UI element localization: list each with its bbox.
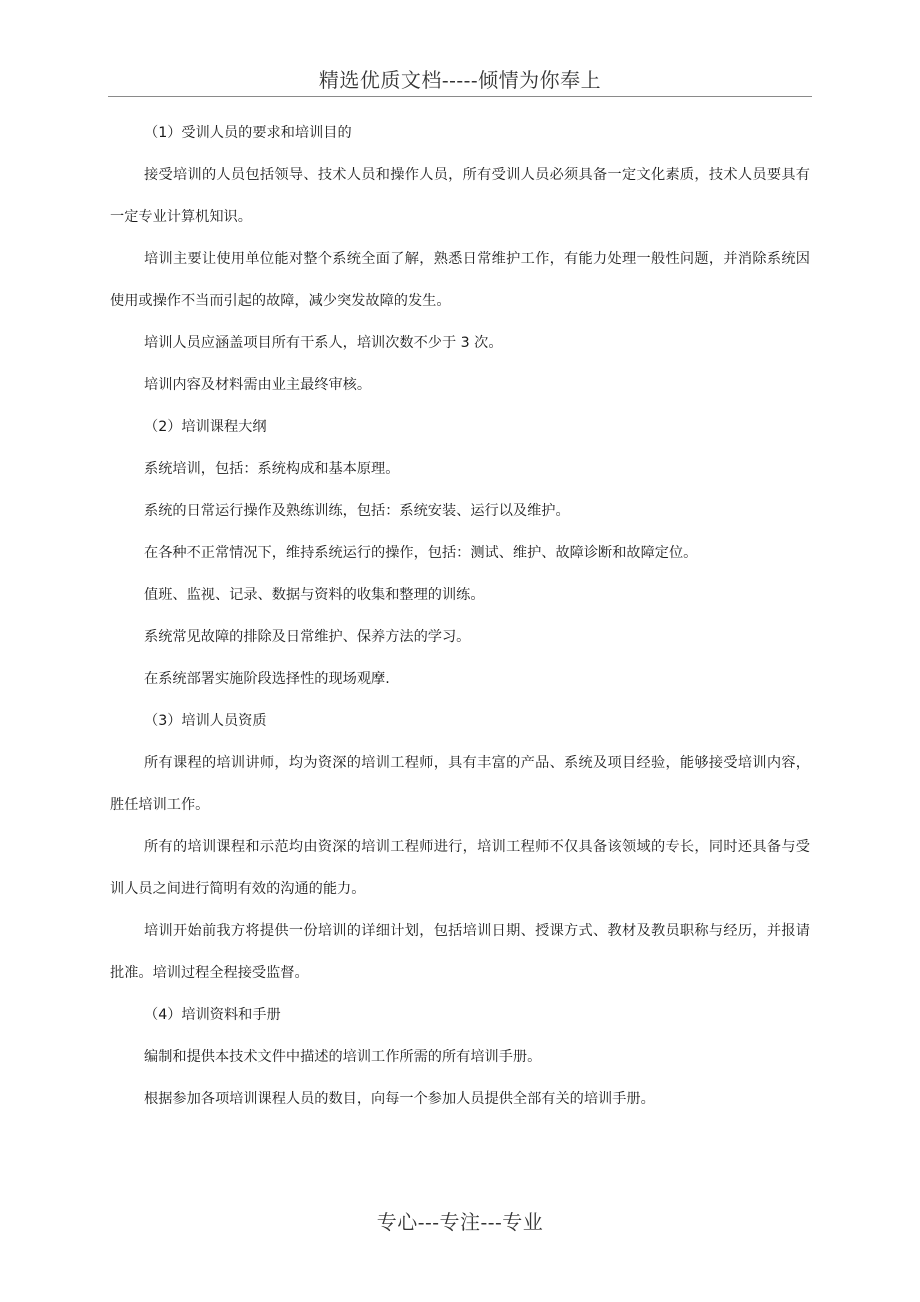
paragraph: 在系统部署实施阶段选择性的现场观摩. [144, 671, 390, 687]
paragraph: 接受培训的人员包括领导、技术人员和操作人员，所有受训人员必须具备一定文化素质，技术人员要具有一定专业计算机知识。 [110, 167, 810, 225]
section-heading-2: （2）培训课程大纲 [144, 419, 267, 435]
paragraph: 所有的培训课程和示范均由资深的培训工程师进行，培训工程师不仅具备该领域的专长，同时还具备与受训人员之间进行简明有效的沟通的能力。 [110, 839, 810, 897]
document-body [110, 112, 810, 1120]
header-divider [108, 96, 812, 97]
paragraph: 根据参加各项培训课程人员的数目，向每一个参加人员提供全部有关的培训手册。 [144, 1091, 655, 1107]
section-heading-1: （1）受训人员的要求和培训目的 [144, 125, 352, 141]
paragraph: 培训主要让使用单位能对整个系统全面了解，熟悉日常维护工作，有能力处理一般性问题，并消除系统因使用或操作不当而引起的故障，减少突发故障的发生。 [110, 251, 810, 309]
paragraph: 所有课程的培训讲师，均为资深的培训工程师，具有丰富的产品、系统及项目经验，能够接受培训内容，胜任培训工作。 [110, 755, 810, 813]
page-footer: 专心---专注---专业 [376, 1210, 544, 1234]
paragraph: 培训开始前我方将提供一份培训的详细计划，包括培训日期、授课方式、教材及教员职称与经历，并报请批准。培训过程全程接受监督。 [110, 923, 810, 981]
page-header: 精选优质文档-----倾情为你奉上 [318, 68, 602, 92]
paragraph: 培训内容及材料需由业主最终审核。 [144, 377, 372, 393]
paragraph: 系统培训，包括：系统构成和基本原理。 [144, 461, 400, 477]
paragraph: 编制和提供本技术文件中描述的培训工作所需的所有培训手册。 [144, 1049, 542, 1065]
section-heading-4: （4）培训资料和手册 [144, 1007, 281, 1023]
paragraph: 系统常见故障的排除及日常维护、保养方法的学习。 [144, 629, 471, 645]
paragraph: 在各种不正常情况下，维持系统运行的操作，包括：测试、维护、故障诊断和故障定位。 [144, 545, 698, 561]
paragraph: 培训人员应涵盖项目所有干系人，培训次数不少于 3 次。 [144, 335, 503, 351]
paragraph: 值班、监视、记录、数据与资料的收集和整理的训练。 [144, 587, 485, 603]
section-heading-3: （3）培训人员资质 [144, 713, 267, 729]
paragraph: 系统的日常运行操作及熟练训练，包括：系统安装、运行以及维护。 [144, 503, 570, 519]
